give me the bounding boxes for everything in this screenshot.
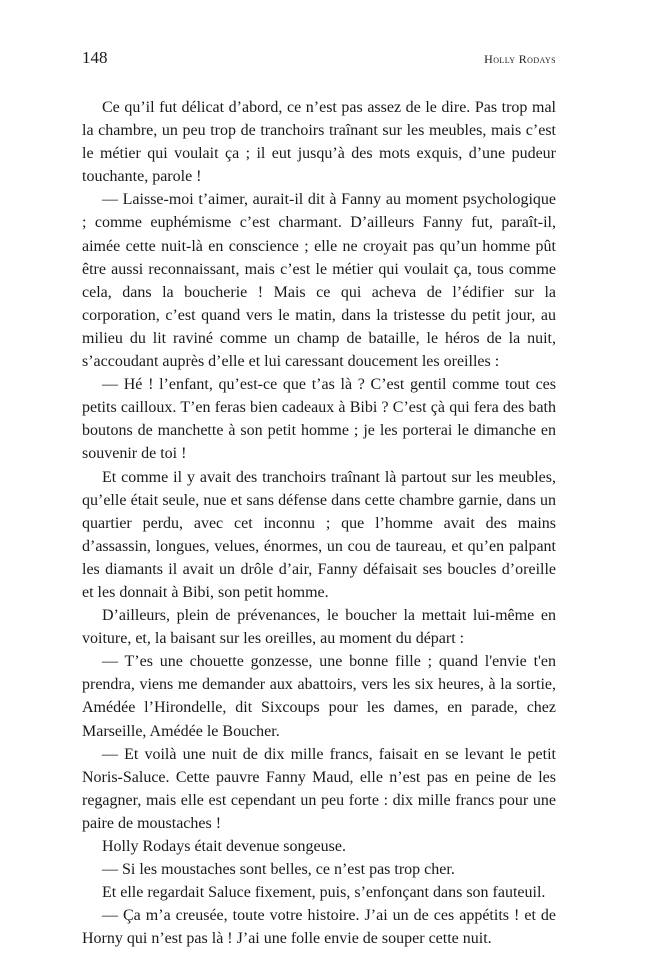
paragraph: Et comme il y avait des tranchoirs traînant là partout sur les meubles, qu’elle était seule, nue et sans défense dans cette chambre garnie, dans un quartier perdu, avec cet inconnu ; que l’homme avait des mains d’assassin, longues, velues, énormes, un cou de taureau, et qu’en palpant les diamants il avait un drôle d’air, Fanny défaisait ses boucles d’oreille et les donnait à Bibi, son petit homme. [82,468,556,601]
paragraph: — Hé ! l’enfant, qu’est-ce que t’as là ? C’est gentil comme tout ces petits cailloux. T’en feras bien cadeaux à Bibi ? C’est çà qui fera des bath boutons de manchette à son petit homme ; je les porterai le dimanche en souvenir de toi ! [82,376,556,463]
paragraph: — Laisse-moi t’aimer, aurait-il dit à Fanny au moment psychologique ; comme euphémisme c’est charmant. D’ailleurs Fanny fut, paraît-il, aimée cette nuit-là en conscience ; elle ne croyait pas qu’un homme pût être aussi reconnaissant, mais c’est le métier qui voulait ça, tous comme cela, dans la boucherie ! Mais ce qui acheva de l’édifier sur la corporation, c’est quand vers le matin, dans la tristesse du petit jour, au milieu du lit raviné comme un champ de bataille, le héros de la nuit, s’accoudant auprès d’elle et lui caressant doucement les oreilles : [82,191,556,371]
book-page [82,48,556,950]
paragraph: Ce qu’il fut délicat d’abord, ce n’est pas assez de le dire. Pas trop mal la chambre, un peu trop de tranchoirs traînant sur les meubles, mais c’est le métier qui voulait ça ; il eut jusqu’à des mots exquis, d’une pudeur touchante, parole ! [82,99,556,186]
running-title-text: Holly Rodays [484,52,556,66]
paragraph: — Et voilà une nuit de dix mille francs, faisait en se levant le petit Noris-Saluce. Cette pauvre Fanny Maud, elle n’est pas en peine de les regagner, mais elle est cependant un peu forte : dix mille francs pour une paire de moustaches ! [82,745,556,832]
paragraph: D’ailleurs, plein de prévenances, le boucher la mettait lui-même en voiture, et, la baisant sur les oreilles, au moment du départ : [82,607,556,648]
running-head [82,48,556,74]
running-title [484,52,556,67]
paragraph: — Si les moustaches sont belles, ce n’est pas trop cher. [102,861,455,879]
paragraph: — Ça m’a creusée, toute votre histoire. J’ai un de ces appétits ! et de Horny qui n’est pas là ! J’ai une folle envie de souper cette nuit. [82,907,556,948]
paragraph: — T’es une chouette gonzesse, une bonne fille ; quand l'envie t'en prendra, viens me demander aux abattoirs, vers les six heures, à la sortie, Amédée l’Hirondelle, dit Sixcoups pour les dames, en parade, chez Marseille, Amédée le Boucher. [82,653,556,740]
page-number: 148 [82,48,108,67]
paragraph: Holly Rodays était devenue songeuse. [102,838,346,855]
body-text [82,96,556,950]
paragraph: Et elle regardait Saluce fixement, puis, s’enfonçant dans son fauteuil. [102,884,546,902]
